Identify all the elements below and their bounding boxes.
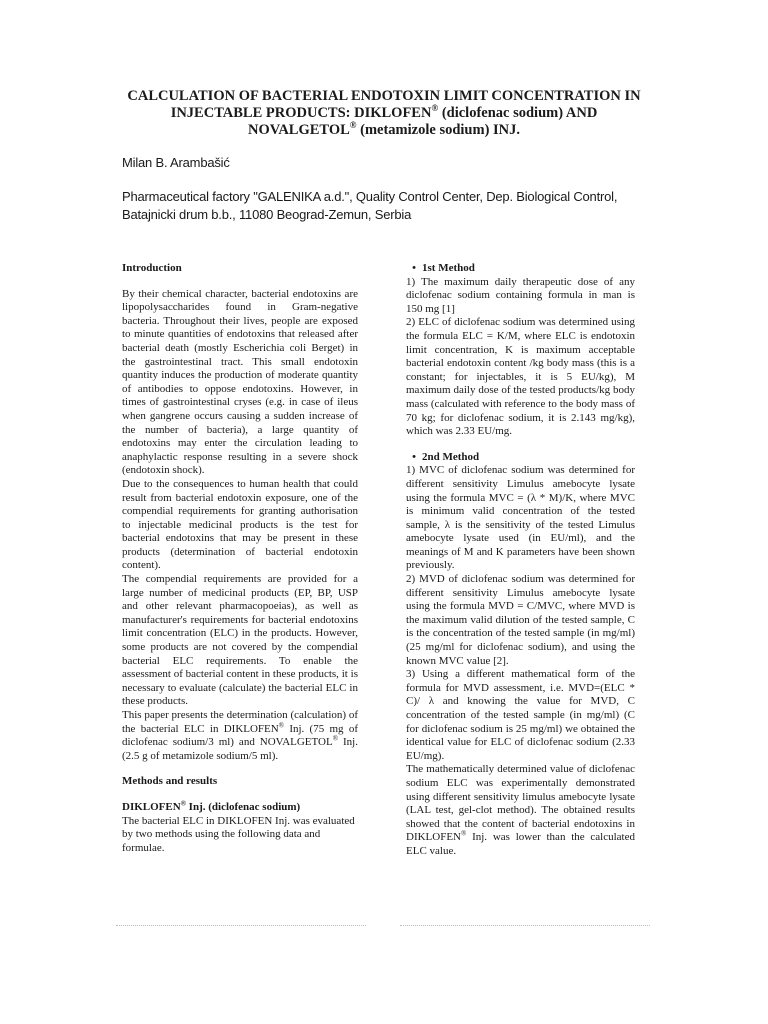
paragraph: By their chemical character, bacterial endotoxins are lipopolysaccharides found in Gram-negative bacteria. Throughout their lives, people are exposed to minute quantities of endotoxins that released after bacterial death (mostly Escherichia coli Berget) in the gastrointestinal tract. This small endotoxin quantity induces the production of moderate quantity of antibodies to oppose endotoxins. However, in times of gastrointestinal cryses (e.g. in case of ileus when gangrene occurs causing a sudden increase of the number of bacteria), a large quantity of endotoxins may enter the circulation leading to anaphylactic response resulting in a severe shock (endotoxin shock). — [122, 287, 358, 477]
section-heading-methods: Methods and results — [122, 775, 218, 788]
subsection-heading-diklofen: DIKLOFEN® Inj. (diclofenac sodium) — [122, 799, 301, 813]
paragraph: The bacterial ELC in DIKLOFEN Inj. was evaluated by two methods using the following data and formulae. — [122, 814, 355, 854]
bullet-icon: • — [412, 262, 416, 274]
paragraph: 2) ELC of diclofenac sodium was determined using the formula ELC = K/M, where ELC is endotoxin limit concentration, K is maximum acceptable bacterial endotoxin content /kg body mass (this is a constant; for injectables, it is 5 EU/kg), M maximum daily dose of the tested products/kg body mass (calculated with reference to the body mass of 70 kg; for diclofenac sodium, it is 2.143 mg/kg), which was 2.33 EU/mg. — [406, 316, 635, 438]
method-2-heading: • 2nd Method — [406, 451, 635, 465]
left-column — [122, 262, 358, 855]
right-column — [406, 262, 635, 859]
paragraph: 1) MVC of diclofenac sodium was determined for different sensitivity Limulus amebocyte lysate using the formula MVC = (λ * M)/K, where MVC is minimum valid concentration of the tested sample, λ is the sensitivity of the tested Limulus amebocyte lysate used (in EU/ml), and the meanings of M and K parameters have been shown previously. — [406, 464, 635, 572]
paragraph: Due to the consequences to human health that could result from bacterial endotoxin exposure, one of the compendial requirements for granting authorisation to injectable medicinal products is the test for bacterial endotoxins that may be present in these products (determination of bacterial endotoxin content). — [122, 477, 358, 572]
bullet-icon: • — [412, 450, 416, 463]
author-name: Milan B. Arambašić — [122, 155, 230, 170]
title-line-1: CALCULATION OF BACTERIAL ENDOTOXIN LIMIT CONCENTRATION IN — [127, 88, 641, 104]
paragraph: The mathematically determined value of diclofenac sodium ELC was experimentally demonstrated using different sensitivity limulus amebocyte lysate (LAL test, gel-clot method). The obtained results showed that the content of bacterial endotoxins in DIKLOFEN® Inj. was lower than the calculated ELC value. — [406, 763, 635, 857]
column-bottom-rule — [400, 925, 650, 926]
paragraph: This paper presents the determination (calculation) of the bacterial ELC in DIKLOFEN® Inj. (75 mg of diclofenac sodium/3 ml) and NOVALGETOL® Inj. (2.5 g of metamizole sodium/5 ml). — [122, 709, 358, 762]
title-line-2: INJECTABLE PRODUCTS: DIKLOFEN® (diclofenac sodium) AND — [170, 103, 598, 121]
registered-mark: ® — [431, 103, 439, 114]
title-line-3: NOVALGETOL® (metamizole sodium) INJ. — [247, 120, 521, 138]
section-heading-introduction: Introduction — [122, 262, 182, 274]
paper-title — [110, 88, 658, 139]
method-1-heading: • 1st Method — [406, 262, 635, 276]
registered-mark: ® — [349, 120, 357, 131]
paragraph: 1) The maximum daily therapeutic dose of any diclofenac sodium containing formula in man is 150 mg [1] — [406, 275, 635, 315]
column-bottom-rule — [116, 925, 366, 926]
author-affiliation: Pharmaceutical factory "GALENIKA a.d.", Quality Control Center, Dep. Biological Control, Batajnicki drum b.b., 11080 Beograd-Zemun, Serbia — [122, 189, 618, 222]
paragraph: 2) MVD of diclofenac sodium was determined for different sensitivity Limulus amebocyte lysate using the formula MVD = C/MVC, where MVD is the maximum valid dilution of the tested sample, C is the concentration of the tested sample (in mg/ml) (25 mg/ml for diclofenac sodium), and using the known MVC value [2]. — [406, 573, 635, 667]
paragraph: The compendial requirements are provided for a large number of medicinal products (EP, BP, USP and other relevant pharmacopoeias), as well as manufacturer's requirements for bacterial endotoxins limit concentration (ELC) in the products. However, some products are not covered by the compendial bacterial ELC requirements. To enable the assessment of bacterial content in these products, it is necessary to evaluate (calculate) the bacterial ELC in these products. — [122, 573, 358, 708]
paragraph: 3) Using a different mathematical form of the formula for MVD assessment, i.e. MVD=(ELC * C)/ λ and knowing the value for MVD, C concentration of the tested sample (in mg/ml) (C for diclofenac sodium is 25 mg/ml) we obtained the identical value for ELC of diclofenac sodium (2.33 EU/mg). — [406, 668, 635, 762]
